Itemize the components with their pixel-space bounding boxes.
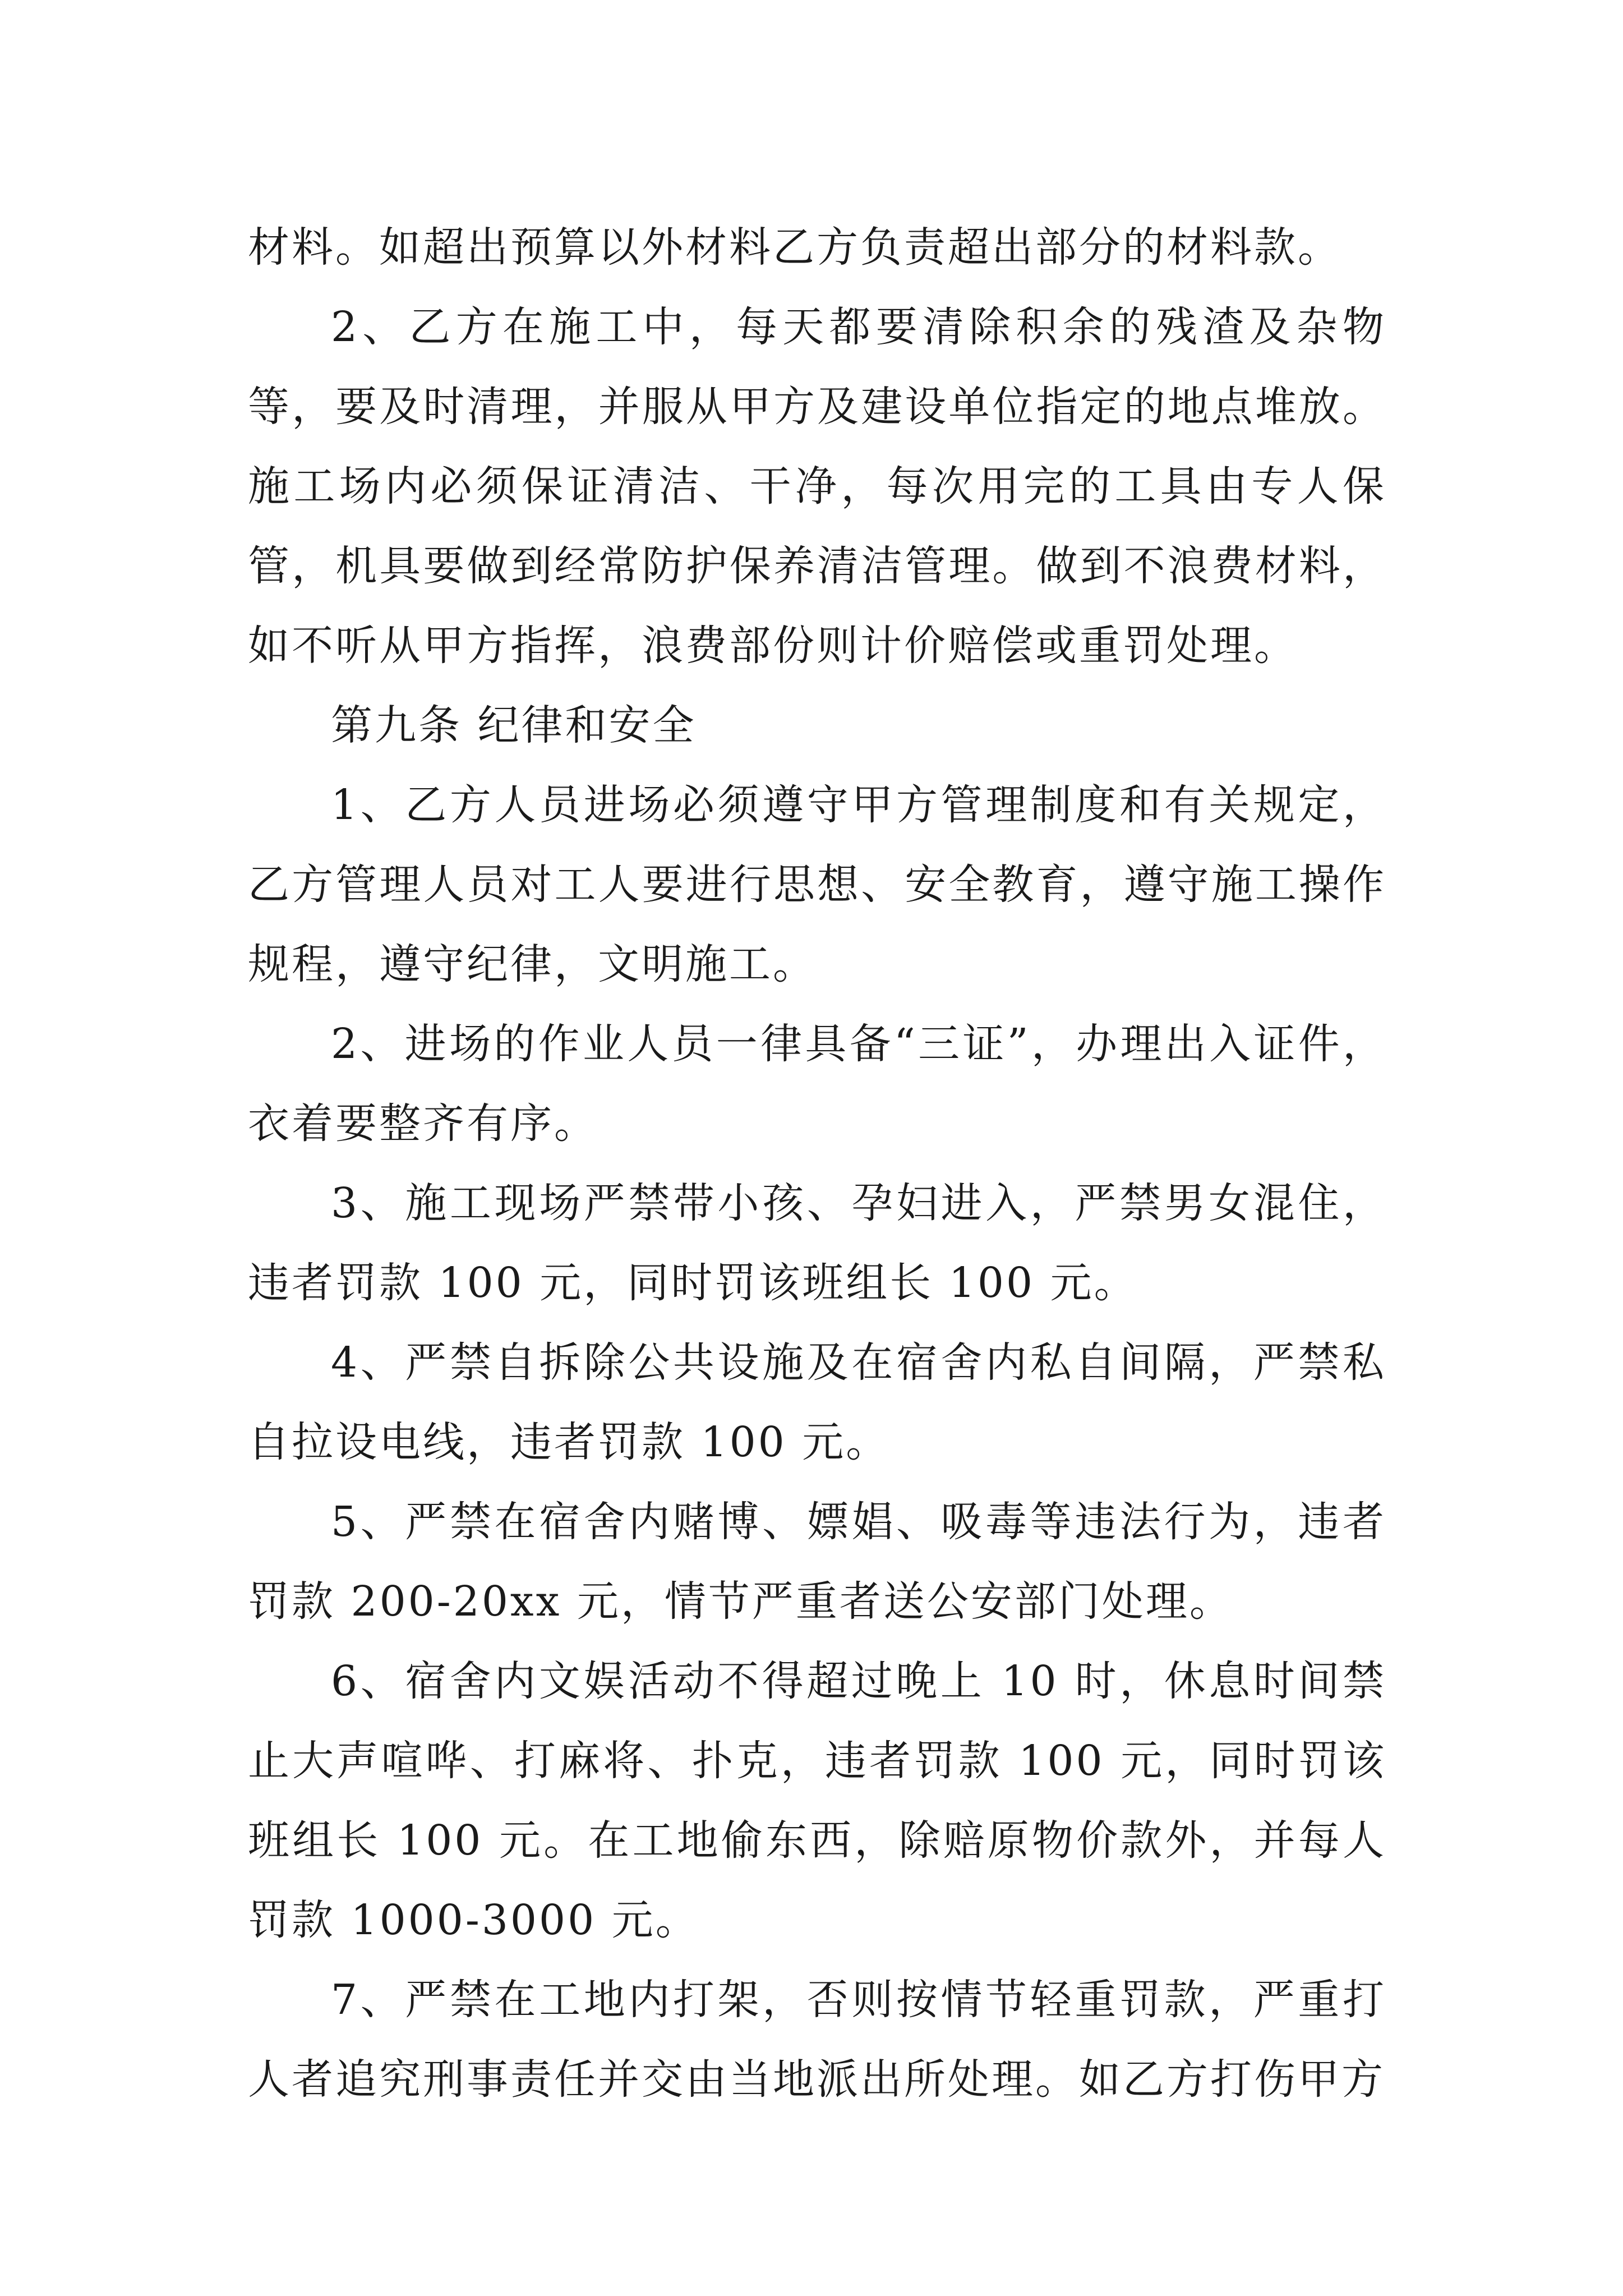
paragraph-cleanup-rule: 2、乙方在施工中，每天都要清除积余的残渣及杂物等，要及时清理，并服从甲方及建设单位指定的地点堆放。施工场内必须保证清洁、干净，每次用完的工具由专人保管，机具要做到经常防护保养清洁管理。做到不浪费材料，如不听从甲方指挥，浪费部份则计价赔偿或重罚处理。 [248,303,1386,670]
paragraph-rule-1: 1、乙方人员进场必须遵守甲方管理制度和有关规定，乙方管理人员对工人要进行思想、安全教育，遵守施工操作规程，遵守纪律，文明施工。 [248,781,1386,988]
paragraph-rule-4: 4、严禁自拆除公共设施及在宿舍内私自间隔，严禁私自拉设电线，违者罚款 100 元。 [248,1338,1386,1466]
section-heading-article-9: 第九条 纪律和安全 [331,701,697,749]
paragraph-rule-2: 2、进场的作业人员一律具备“三证”，办理出入证件，衣着要整齐有序。 [248,1020,1386,1148]
paragraph-rule-5: 5、严禁在宿舍内赌博、嫖娼、吸毒等违法行为，违者罚款 200-20xx 元，情节严重者送公安部门处理。 [248,1498,1386,1626]
paragraph-rule-7: 7、严禁在工地内打架，否则按情节轻重罚款，严重打人者追究刑事责任并交由当地派出所处理。如乙方打伤甲方 [248,1976,1386,2104]
paragraph-rule-6: 6、宿舍内文娱活动不得超过晚上 10 时，休息时间禁止大声喧哗、打麻将、扑克，违者罚款 100 元，同时罚该班组长 100 元。在工地偷东西，除赔原物价款外，并每人罚款 1000-3000 元。 [248,1657,1386,1944]
paragraph-materials-continuation: 材料。如超出预算以外材料乙方负责超出部分的材料款。 [248,223,1341,272]
paragraph-rule-3: 3、施工现场严禁带小孩、孕妇进入，严禁男女混住，违者罚款 100 元，同时罚该班组长 100 元。 [248,1179,1386,1307]
document-body [248,208,1386,2119]
